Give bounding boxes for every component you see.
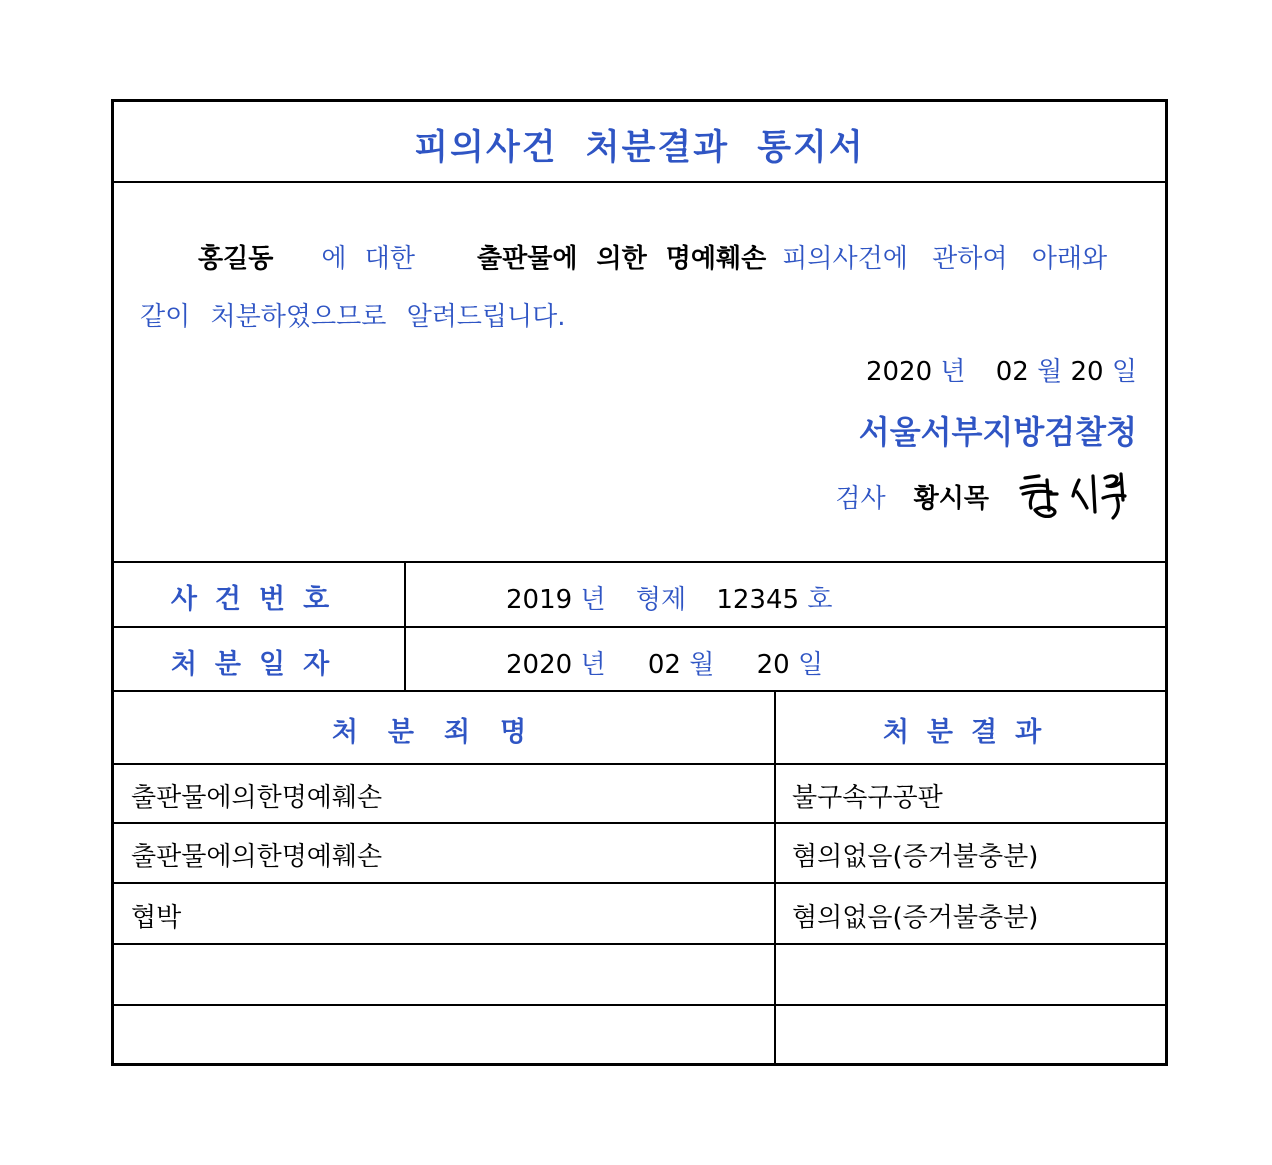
case-year: 2019 [506, 585, 573, 615]
table-row-3-charge: 협박 [131, 903, 182, 933]
case-type: 형제 [635, 585, 687, 615]
charge-name: 출판물에 의한 명예훼손 [476, 244, 767, 274]
table-row-divider [114, 882, 1165, 884]
case-number: 12345 [716, 585, 800, 615]
prosecutor-line [835, 470, 1137, 522]
issue-day-unit: 일 [1111, 357, 1137, 387]
title-divider [114, 181, 1165, 183]
notice-form [111, 99, 1168, 1066]
intro-divider [114, 561, 1165, 563]
case-number-value [506, 579, 832, 616]
intro-text-1: 피의사건에 관하여 아래와 [782, 244, 1108, 274]
table-header-result: 처분결과 [882, 717, 1060, 748]
intro-line-1 [198, 238, 1107, 275]
prosecutor-name: 황시목 [913, 483, 989, 514]
disposition-month: 02 [647, 650, 681, 680]
suspect-name: 홍길동 [198, 244, 274, 274]
document-title: 피의사건 처분결과 통지서 [414, 128, 865, 168]
issue-year-unit: 년 [940, 357, 966, 387]
disposition-month-unit: 월 [689, 650, 715, 680]
issue-month-unit: 월 [1037, 357, 1063, 387]
case-number-label: 사건번호 [170, 584, 348, 615]
signature-image [1017, 470, 1137, 522]
disposition-day: 20 [756, 650, 790, 680]
disposition-date-label: 처분일자 [170, 649, 348, 680]
case-number-unit: 호 [807, 585, 833, 615]
table-header-divider [114, 763, 1165, 765]
table-header-charge: 처분죄명 [331, 717, 557, 748]
table-row-2-charge: 출판물에의한명예훼손 [131, 842, 383, 872]
disposition-day-unit: 일 [797, 650, 824, 680]
issue-date [866, 351, 1137, 388]
intro-about: 에 대한 [321, 244, 415, 274]
issue-day: 20 [1070, 357, 1104, 387]
issue-month: 02 [995, 357, 1029, 387]
table-row-divider [114, 943, 1165, 945]
intro-line-2: 같이 처분하였으므로 알려드립니다. [140, 302, 566, 332]
case-row-divider [114, 626, 1165, 628]
disposition-year-unit: 년 [580, 650, 606, 680]
prosecution-office: 서울서부지방검찰청 [858, 413, 1137, 451]
date-row-divider [114, 690, 1165, 692]
case-year-unit: 년 [580, 585, 606, 615]
issue-year: 2020 [865, 357, 933, 387]
disposition-date-value [506, 644, 823, 681]
table-row-divider [114, 1004, 1165, 1006]
table-row-2-result: 혐의없음(증거불충분) [792, 842, 1039, 872]
table-row-1-result: 불구속구공판 [792, 783, 943, 813]
table-row-divider [114, 822, 1165, 824]
disposition-year: 2020 [506, 650, 573, 680]
prosecutor-title: 검사 [835, 483, 886, 514]
table-row-3-result: 혐의없음(증거불충분) [792, 903, 1039, 933]
table-row-1-charge: 출판물에의한명예훼손 [131, 783, 383, 813]
